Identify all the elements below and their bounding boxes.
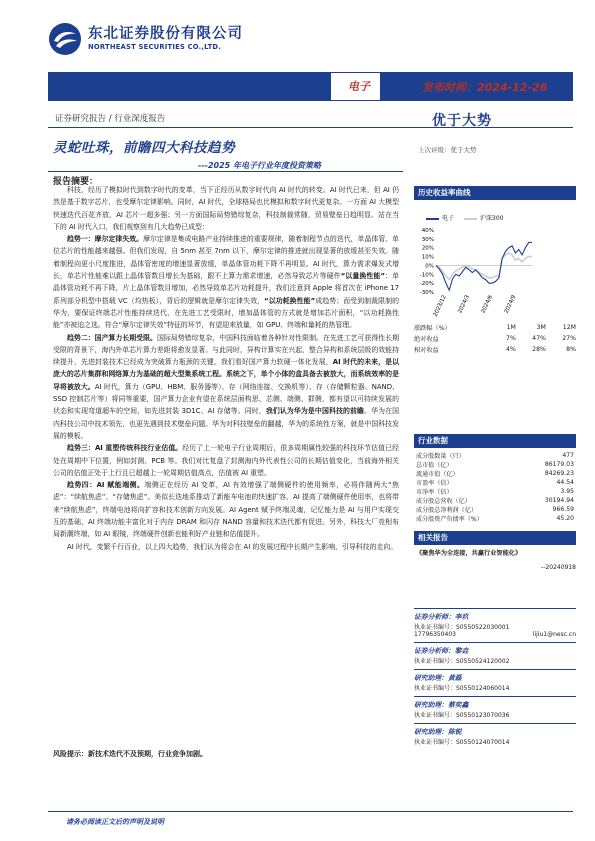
y-tick-label: 40% (421, 228, 434, 234)
trend-2-bold: AI 时代的未来，是以庞大的芯片集群和网络算力为基础的超大型集系统工程。系统之下，单个小体的盒具备去被放大，而系统效率的是导将被放大。 (53, 358, 399, 391)
y-tick-label: 10% (421, 254, 434, 261)
legend-swatch-1 (464, 218, 477, 220)
trend-1-quote-1: “以量换性能” (340, 272, 385, 281)
legend-item-0 (426, 213, 454, 222)
trend-1-quote-2: “以功耗换性能” (264, 296, 316, 305)
analyst-cert: 执业证书编号：S0550124070014 (414, 739, 510, 746)
industry-data-key: 总市值（亿） (416, 462, 453, 469)
risk-warning: 风险提示：新技术迭代不及预期，行业竞争加剧。 (53, 750, 207, 758)
publish-date: 发布时间：2024-12-26 (422, 81, 548, 94)
summary-heading: 报告摘要： (53, 177, 99, 187)
performance-cell: 相对收益 (414, 347, 439, 354)
industry-data-key: 市盈率（倍） (416, 480, 453, 487)
trend-2 (53, 332, 399, 443)
performance-cell: 7% (506, 335, 516, 342)
legend-item-1 (464, 213, 503, 222)
y-tick-label: 30% (421, 236, 434, 243)
series-line-1 (436, 253, 532, 280)
legend-swatch-0 (426, 218, 439, 220)
industry-data-table (414, 451, 576, 523)
analyst-card (414, 669, 576, 692)
y-tick-label: -10% (419, 272, 434, 279)
industry-data-value: 477 (562, 452, 574, 459)
analyst-email[interactable]: lijiu1@nesc.cn (532, 631, 576, 638)
series-line-0 (436, 242, 532, 290)
trend-4-text: 端侧正在经历 AI 变革，AI 有效增强了端侧硬件的使用频率，必将伴随两大“焦虑”：“续航焦虑”、“存储焦虑”。美似长迭地系推动了新能车电池的快速扩容，AI 提高了端侧硬件使用率，也将带来“续航焦虑”，终端电池将向扩容和技术创新方向发展。AI Agent 赋予终端灵魂，记忆能力是 AI 与用户实现交互的基础，AI 终端功能丰富化对于内存 DRAM 和闪存 NAND 容量和技术迭代都有促进。另外，科技大厂竞相布局新潮终端，如 AI 眼镜，终端硬件创新也能利好产业链和估值提升。 (53, 481, 399, 539)
industry-data-key: 流通市值（亿） (416, 471, 459, 478)
analyst-card (414, 642, 576, 665)
trend-2-text-c: 。华为在国内科技公司中技术领先，也更先遇到技术壁垒问题。华为对科技壁垒的翻越，华为的系统性方案，就是中国科技发展的模板。 (53, 407, 400, 440)
industry-data-key: 成分股资产负债率（%） (416, 516, 483, 523)
industry-data-row (414, 451, 576, 460)
performance-cell: 8% (566, 346, 576, 353)
industry-data-value: 86179.03 (544, 461, 574, 468)
trend-4 (53, 479, 399, 540)
x-tick-label: 2024/3 (457, 294, 471, 315)
return-chart (414, 222, 576, 322)
performance-header-cell: 12M (562, 324, 576, 331)
industry-data-value: 966.59 (552, 506, 574, 513)
performance-row (414, 344, 576, 355)
company-name-en: NORTHEAST SECURITIES CO.,LTD. (88, 43, 222, 51)
industry-data-row (414, 487, 576, 496)
company-logo (48, 22, 243, 56)
summary-intro: 科技，经历了模拟时代到数字时代的变革，当下正经历从数字时代向 AI 时代的转变。AI 时代已来，但 AI 仍然是基于数字芯片，也受摩尔定律影响。同时，AI 时代，全球格局也比模拟和数字时代更复杂。一方面 AI 大模型快速迭代百花齐放，AI 芯片一超多强；另一方面国际局势错综复杂，科技制裁常随，贸易壁垒日趋明显。站在当下的 AI 时代入口，我们观察到有几大趋势已成型： (53, 186, 399, 231)
industry-data-row (414, 505, 576, 514)
analyst-name: 研究助理：蔡奕鑫 (414, 701, 469, 709)
industry-data-key: 成分股总净利润（亿） (416, 507, 477, 514)
analyst-card (414, 608, 576, 638)
performance-cell: 27% (562, 335, 576, 342)
performance-header-cell: 3M (536, 324, 546, 331)
trend-2-text-b: AI 时代，算力（GPU、HBM、服务器等）、存（网络连接、交换机等）、存（存储颗粒器、NAND、SSD 控制芯片等）将同等重要，国产算力企业有望在系统层面构思、芯侧、端侧、群侧，都有望以可持续发展的状态和实现弯道超车的空间，如先进封装 3D1C、AI 存储等。同时， (53, 382, 399, 416)
report-subtitle: ---2025 年电子行业年度投资策略 (198, 161, 322, 170)
performance-row (414, 333, 576, 344)
summary-closing: AI 时代，变繁千行百业，以上四大趋势，我们认为将会在 AI 的发展过程中长期产生影响，引导科技的走向。 (67, 542, 398, 551)
performance-table (414, 322, 576, 355)
analyst-name: 证券分析师：李玖 (414, 613, 469, 621)
industry-data-key: 成分股数量（只） (416, 453, 465, 460)
summary-body (53, 184, 399, 553)
related-reports-heading: 相关报告 (414, 531, 576, 545)
x-tick-label: 2024/9 (503, 294, 518, 315)
related-reports (414, 531, 576, 571)
analyst-card (414, 696, 576, 719)
industry-data-row (414, 469, 576, 478)
industry-data-value: 84269.23 (544, 470, 574, 477)
trend-3-heading: 趋势三：AI 重塑传统科技行业估值。 (67, 444, 183, 453)
x-tick-label: 2024/6 (480, 294, 495, 315)
trend-3 (53, 442, 399, 479)
company-name-cn: 东北证券股份有限公司 (88, 26, 243, 42)
industry-data-row (414, 496, 576, 505)
footer-disclaimer[interactable]: 请务必阅读正文后的声明及说明 (66, 818, 164, 826)
industry-data-value: 3.95 (560, 488, 574, 495)
footer-divider (48, 811, 573, 812)
related-report-link[interactable]: 《聚焦华为全连接，共赢行业智能化》 (416, 550, 522, 557)
performance-cell: 28% (532, 346, 546, 353)
performance-cell: 4% (506, 346, 516, 353)
trend-1-text-c: 成趋势；而受到制裁限制的华为，要保证终端芯片性能持续迭代，在先进工艺受限时，增加晶体管的方式就是增加芯片面积，“以功耗换性能”亦被迫之选。符合“摩尔定律失效”特征的环节，有望迎来放量，如 GPU、终端和量耗的热管理。 (53, 296, 399, 330)
analyst-name: 研究助理：陈锐 (414, 728, 462, 736)
trend-1-text-a: 摩尔定律是集成电路产业持续推进的重要规律，随着制程节点的迭代，单晶体管、单位芯片的性能越来越强。但我们发现，自 5nm 甚至 7nm 以下，摩尔定律的推进就出现显著的放缓甚至失效。随着制程向更小尺度推进，晶体管密度的增速显著放缓，单晶体管功耗下降不再明显。AI 时代，算力需求爆发式增长，单芯片性能难以跟上晶体管数目增长为基础，跟不上算力需求增速，必然导致芯片等硬件 (53, 235, 400, 281)
industry-data-value: 45.20 (556, 515, 574, 522)
industry-data-key: 市净率（倍） (416, 489, 453, 496)
breadcrumb: 证券研究报告 / 行业深度报告 (55, 114, 166, 124)
industry-data-value: 44.54 (556, 479, 574, 486)
sector-label: 电子 (348, 80, 370, 93)
analyst-phone: 17796350403 (414, 631, 456, 638)
trend-4-heading: 趋势四：AI 赋能端侧。 (67, 481, 145, 490)
industry-data-value: 30194.94 (544, 497, 574, 504)
trend-2-heading: 趋势二：国产算力长期受限。 (67, 333, 157, 342)
y-tick-label: -30% (419, 290, 434, 296)
rating: 优于大势 (432, 113, 492, 129)
trend-1 (53, 233, 399, 331)
legend-label-1: 沪深300 (480, 215, 504, 222)
performance-header-cell: 1M (506, 324, 516, 331)
analyst-cert: 执业证书编号：S0550124060014 (414, 685, 510, 692)
analyst-card (414, 723, 576, 746)
related-report-date: --20240918 (541, 564, 576, 571)
analyst-name: 研究助理：黄磊 (414, 674, 462, 682)
industry-data-heading: 行业数据 (414, 434, 576, 448)
chart-title: 历史收益率曲线 (414, 186, 576, 200)
x-tick-label: 2023/12 (432, 294, 448, 318)
industry-data-row (414, 514, 576, 523)
divider (48, 127, 573, 128)
analyst-cert: 执业证书编号：S0550522030001 (414, 624, 510, 631)
y-tick-label: 0% (425, 263, 434, 270)
y-tick-label: 20% (421, 245, 434, 252)
report-title: 灵蛇吐珠，前瞻四大科技趋势 (53, 140, 235, 156)
y-tick-label: -20% (419, 281, 434, 288)
chart-panel (414, 186, 576, 200)
industry-data-panel (414, 434, 576, 523)
analyst-cert: 执业证书编号：S0550524120002 (414, 658, 510, 665)
analyst-list (414, 608, 576, 750)
performance-header-cell: 涨跌幅（%） (414, 325, 451, 332)
trend-2-text-a: 国际局势错综复杂，中国科技面临着各种针对性限制。在先进工艺可获得性长期受限的背景下，海内外单芯片算力差距将愈发显著。与此同时，异构计算实在兴起，整合异构和系统层级的效能持续提升，先进封装技术已经成为突破算力瓶颈的关键，我们看好国产算力软硬一体化发展， (53, 333, 400, 367)
title-divider (48, 171, 403, 172)
chart-legend (426, 213, 503, 222)
company-logo-icon (48, 22, 82, 56)
analyst-cert: 执业证书编号：S0550123070036 (414, 712, 510, 719)
legend-label-0: 电子 (442, 215, 455, 222)
industry-data-row (414, 460, 576, 469)
industry-data-row (414, 478, 576, 487)
performance-cell: 47% (532, 335, 546, 342)
performance-header-row (414, 322, 576, 333)
trend-3-text: 经历了上一轮电子行业周期后，很多周期属性较强的科技环节估值已经处在周期中下位置，例如封测、PCB 等。我们对比复盘了封测海内外代表性公司的长期估值变化，当前海外相关公司的估值正处于上行且已超越上一轮周期估值高点，估值被 AI 重塑。 (53, 444, 400, 477)
performance-cell: 绝对收益 (414, 336, 439, 343)
industry-data-key: 成分股总营收（亿） (416, 498, 471, 505)
analyst-name: 证券分析师：黎垚 (414, 647, 469, 655)
trend-2-bold-italic: 我们认为华为是中国科技的前瞻 (265, 407, 365, 416)
trend-1-text-b: ：单晶体管功耗不再下降，片上晶体管数目增加，必然导致单芯片功耗提升，我们注意到 Apple 将首次在 iPhone 17 系列部分机型中搭载 VC（均热板），背后的逻辑就是摩尔定律失效， (53, 272, 400, 305)
analyst-contact (414, 631, 576, 638)
previous-rating: 上次评级：优于大势 (418, 146, 477, 154)
trend-1-heading: 趋势一：摩尔定律失效。 (67, 235, 144, 244)
